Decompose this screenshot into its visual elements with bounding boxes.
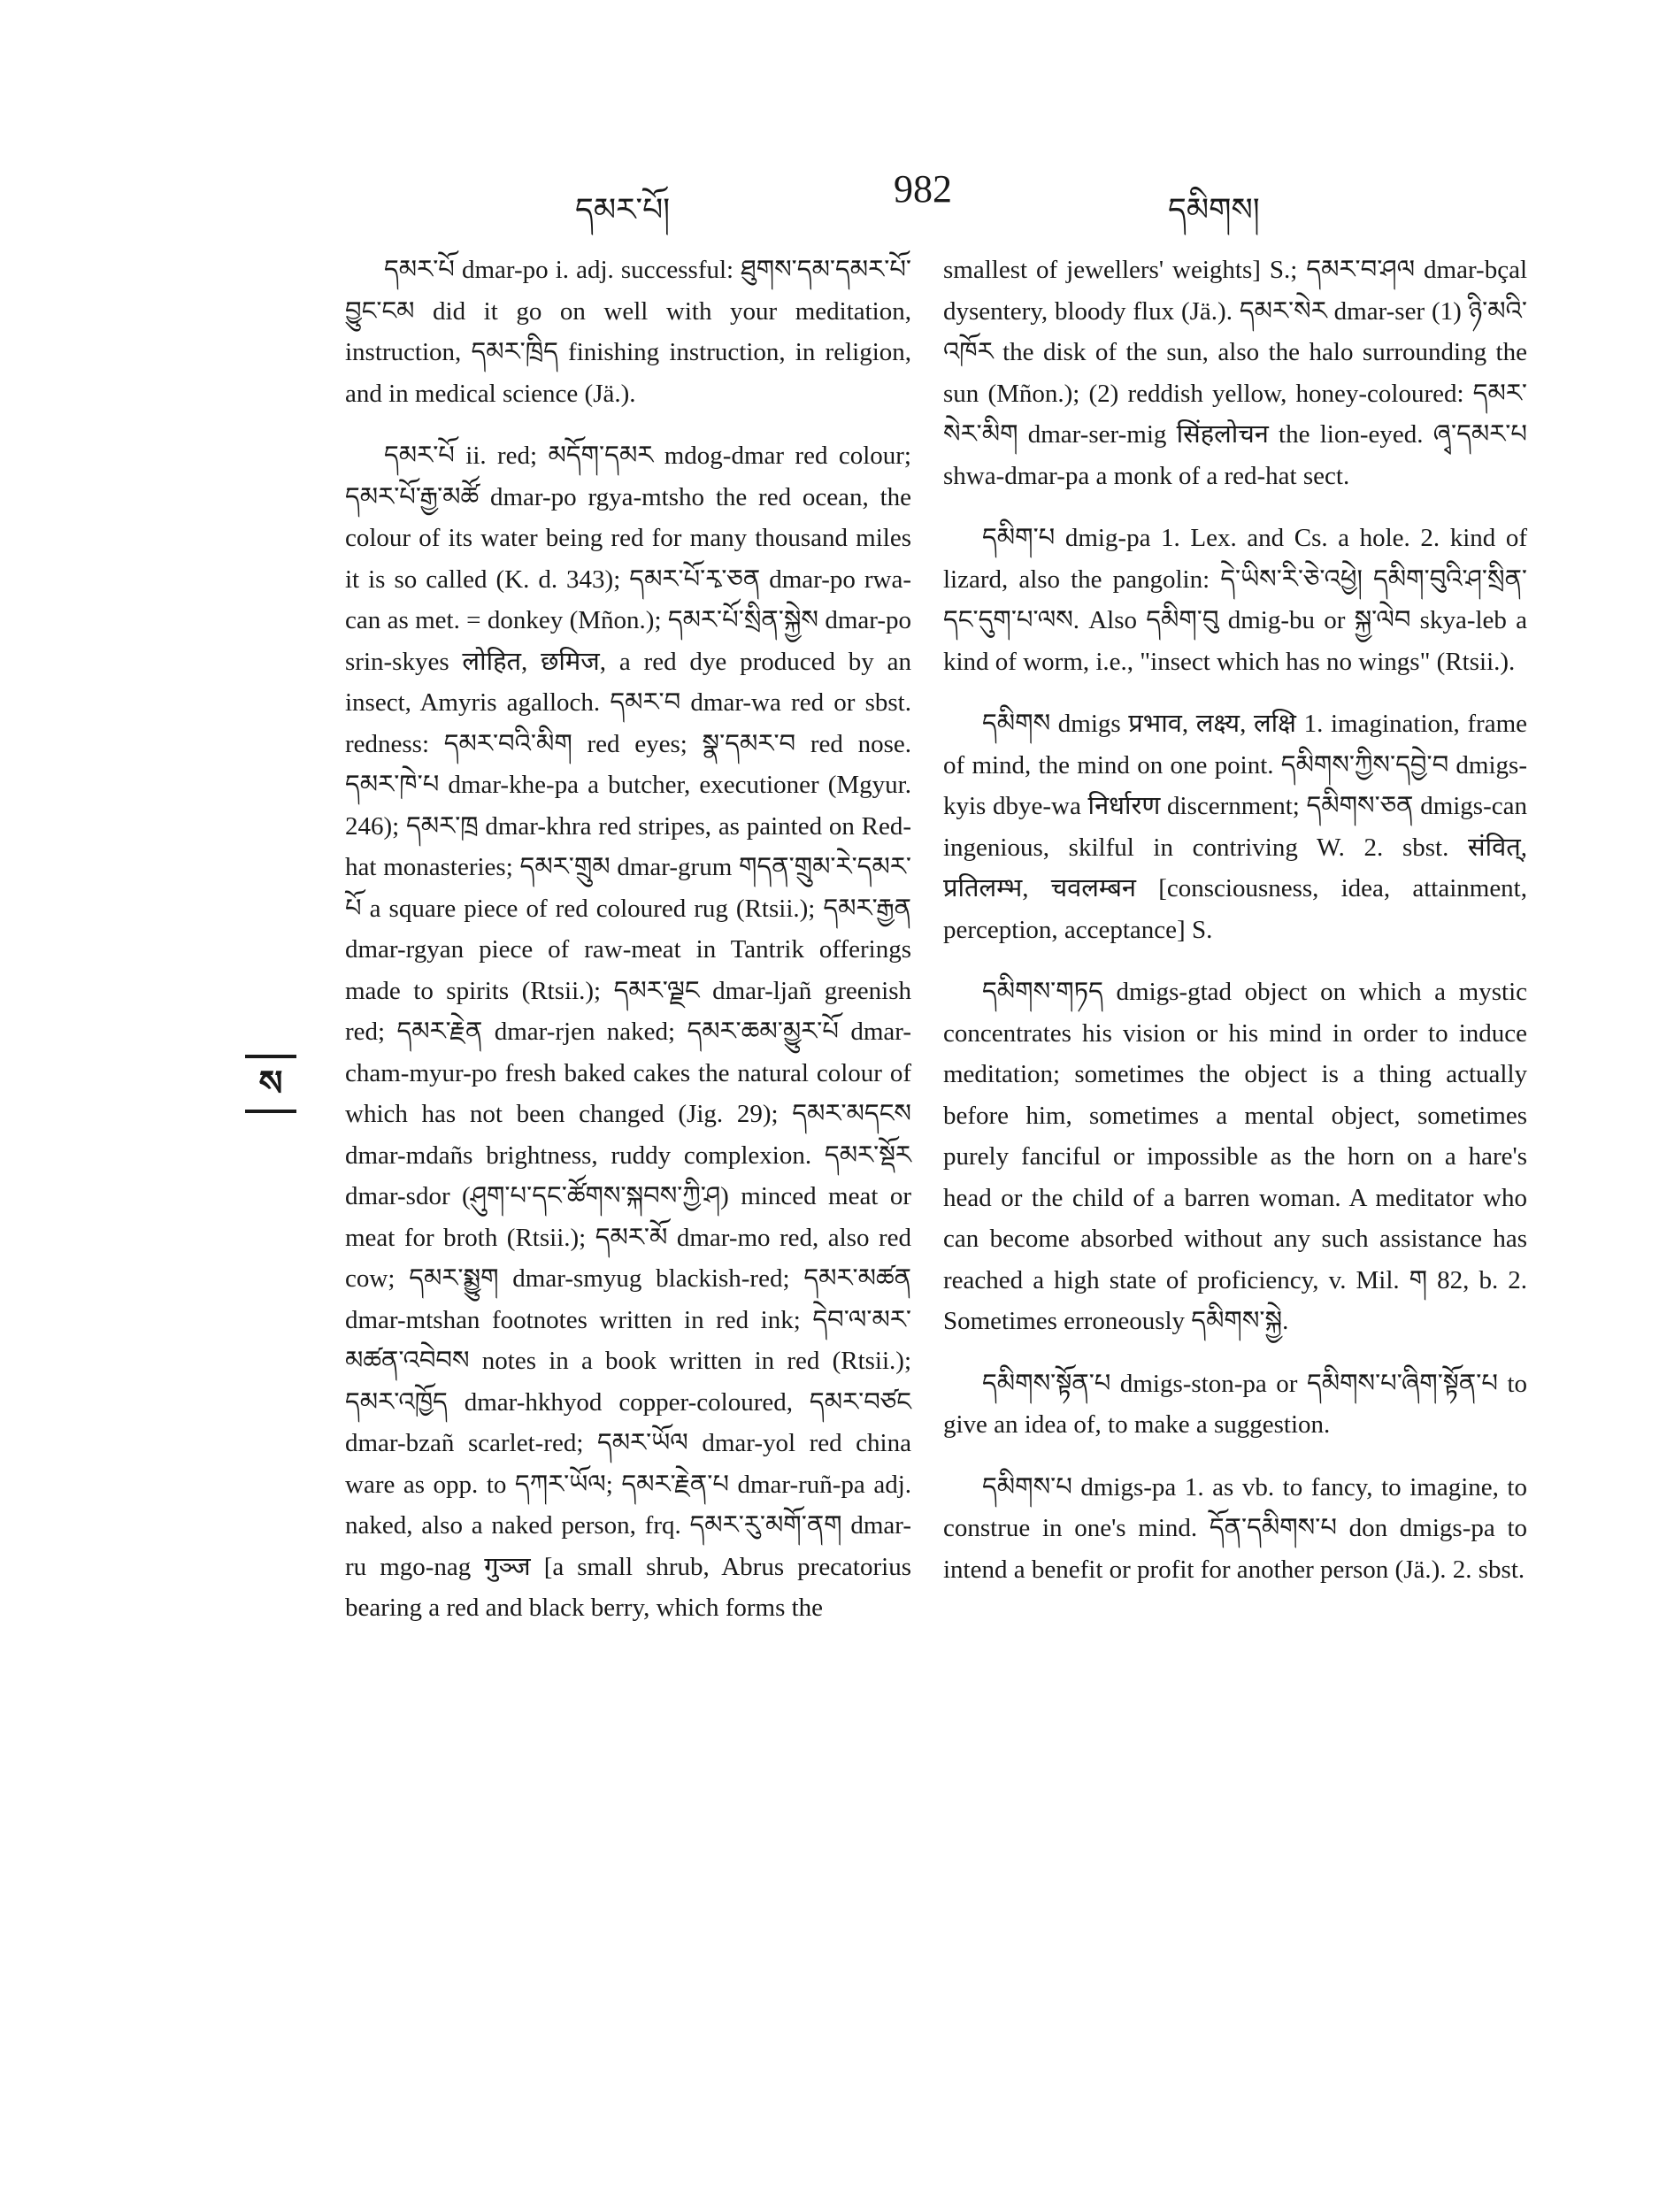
right-column <box>943 250 1527 1611</box>
entry-dmigs: དམིགས dmigs प्रभाव, लक्ष्य, लक्षि 1. imagination, frame of mind, the mind on one point. དམིགས་ཀྱིས་དབྱེ་བ dmigs-kyis dbye-wa निर्धारण discernment; དམིགས་ཅན dmigs-can ingenious, skilful in contriving W. 2. sbst. संवित्, प्रतिलम्भ, चवलम्बन [consciousness, idea, attainment, perception, acceptance] S. <box>943 710 1527 944</box>
section-letter-mark: ས <box>245 1055 296 1113</box>
running-head <box>336 167 1522 228</box>
running-head-right: དམིགས། <box>1168 192 1260 228</box>
entry-dmigs-gtad: དམིགས་གཏད dmigs-gtad object on which a mystic concentrates his vision or his mind in order to induce meditation; sometimes the object is a thing actually before him, sometimes a mental object, sometimes purely fanciful or impossible as the horn on a hare's head or the child of a barren woman. A meditator who can become absorbed without any such assistance has reached a high state of proficiency, v. Mil. ག 82, b. 2. Sometimes erroneously དམིགས་སྐྱེ. <box>943 978 1527 1335</box>
page-number: 982 <box>894 167 952 211</box>
entry-continuation: smallest of jewellers' weights] S.; དམར་བ་ཤལ dmar-bçal dysentery, bloody flux (Jä.). དམར་སེར dmar-ser (1) ཉི་མའི་འཁོར the disk of the sun, also the halo surrounding the sun (Mñon.); (2) reddish yellow, honey-coloured: དམར་སེར་མིག dmar-ser-mig सिंहलोचन the lion-eyed. ཞྭ་དམར་པ shwa-dmar-pa a monk of a red-hat sect. <box>943 256 1527 490</box>
running-head-left: དམར་པོ། <box>575 192 671 228</box>
entry-dmigs-ston-pa: དམིགས་སྟོན་པ dmigs-ston-pa or དམིགས་པ་ཞིག་སྟོན་པ to give an idea of, to make a suggestion. <box>943 1369 1527 1439</box>
left-column <box>345 250 911 1650</box>
entry-dmar-po-i: དམར་པོ dmar-po i. adj. successful: ཐུགས་དམ་དམར་པོ་བྱུང་ངམ did it go on well with your meditation, instruction, དམར་ཁྲིད finishing instruction, in religion, and in medical science (Jä.). <box>345 256 911 408</box>
entry-dmigs-pa: དམིགས་པ dmigs-pa 1. as vb. to fancy, to imagine, to construe in one's mind. དོན་དམིགས་པ don dmigs-pa to intend a benefit or profit for another person (Jä.). 2. sbst. <box>943 1472 1527 1584</box>
entry-dmar-po-ii: དམར་པོ ii. red; མདོག་དམར mdog-dmar red colour; དམར་པོ་རྒྱ་མཚོ dmar-po rgya-mtsho the red ocean, the colour of its water being red for many thousand miles it is so called (K. d. 343); དམར་པོ་རྭ་ཅན dmar-po rwa-can as met. = donkey (Mñon.); དམར་པོ་སྲིན་སྐྱེས dmar-po srin-skyes लोहित, छमिज, a red dye produced by an insect, Amyris agalloch. དམར་བ dmar-wa red or sbst. redness: དམར་བའི་མིག red eyes; སྣ་དམར་བ red nose. དམར་ཁེ་པ dmar-khe-pa a butcher, executioner (Mgyur. 246); དམར་ཁྲ dmar-khra red stripes, as painted on Red-hat monasteries; དམར་གྲུམ dmar-grum གདན་གྲུམ་རེ་དམར་པོ a square piece of red coloured rug (Rtsii.); དམར་རྒྱན dmar-rgyan piece of raw-meat in Tantrik offerings made to spirits (Rtsii.); དམར་ལྗང dmar-ljañ greenish red; དམར་རྗེན dmar-rjen naked; དམར་ཆམ་མྱུར་པོ dmar-cham-myur-po fresh baked cakes the natural colour of which has not been changed (Jig. 29); དམར་མདངས dmar-mdañs brightness, ruddy complexion. དམར་སྡོར dmar-sdor (ཤུག་པ་དང་ཚོགས་སྐབས་ཀྱི་ཤ) minced meat or meat for broth (Rtsii.); དམར་མོ dmar-mo red, also red cow; དམར་སྨྱུག dmar-smyug blackish-red; དམར་མཚན dmar-mtshan footnotes written in red ink; དེབ་ལ་མར་མཚན་འབེབས notes in a book written in red (Rtsii.); དམར་འཁྱོད dmar-hkhyod copper-coloured, དམར་བཙང dmar-bzañ scarlet-red; དམར་ཡོལ dmar-yol red china ware as opp. to དཀར་ཡོལ; དམར་རྗེན་པ dmar-ruñ-pa adj. naked, also a naked person, frq. དམར་རུ་མགོ་ནག dmar-ru mgo-nag गुञ्ज [a small shrub, Abrus precatorius bearing a red and black berry, which forms the <box>345 442 911 1622</box>
entry-dmig-pa: དམིག་པ dmig-pa 1. Lex. and Cs. a hole. 2. kind of lizard, also the pangolin: དེ་ཡིས་རི་ཅེ་འཕྱེ། དམིག་བུའི་ཤ་སྲིན་དང་དུག་པ་ལས. Also དམིག་བུ dmig-bu or སྐྱ་ལེབ skya-leb a kind of worm, i.e., "insect which has no wings" (Rtsii.). <box>943 524 1527 676</box>
